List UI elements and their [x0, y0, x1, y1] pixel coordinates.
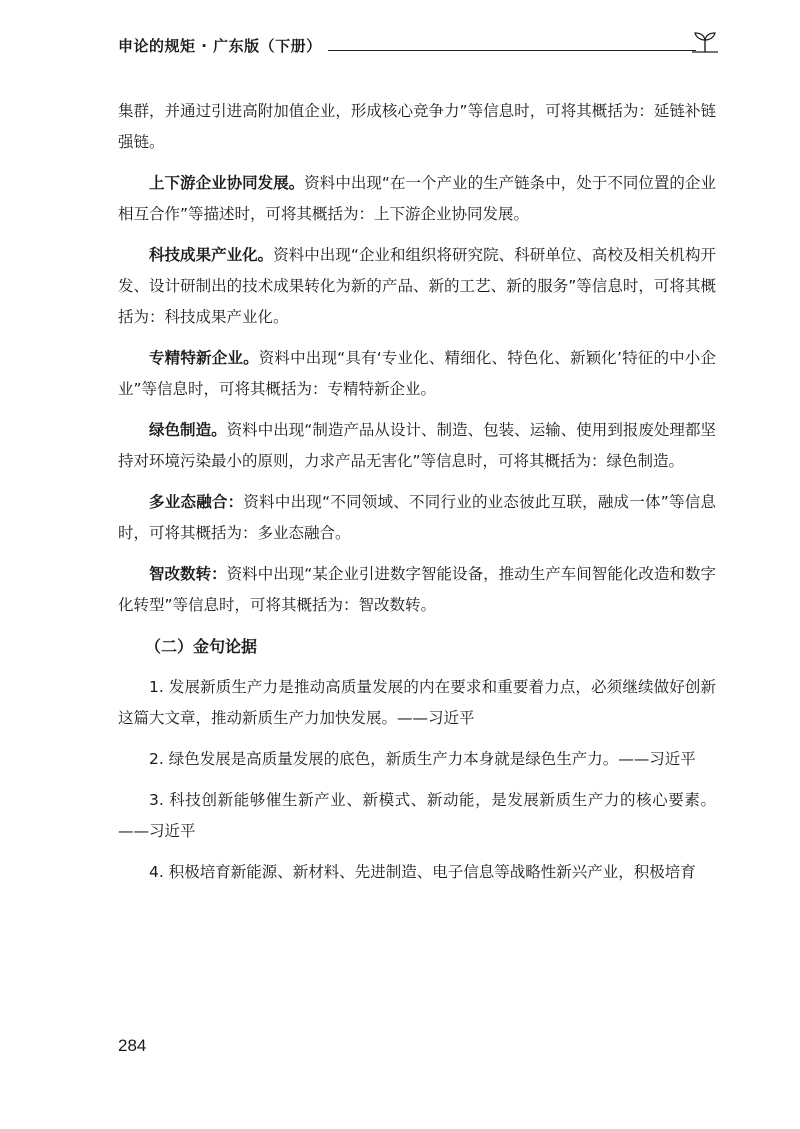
- term-heading: 智改数转：: [149, 565, 227, 583]
- paragraph-text: 资料中出现“某企业引进数字智能设备，推动生产车间智能化改造和数字化转型”等信息时，可将其概括为：智改数转。: [118, 565, 716, 614]
- paragraph-text: 资料中出现“企业和组织将研究院、科研单位、高校及相关机构开发、设计研制出的技术成果转化为新的产品、新的工艺、新的服务”等信息时，可将其概括为：科技成果产业化。: [118, 246, 716, 326]
- paragraph-term: [118, 343, 716, 405]
- paragraph-text: 资料中出现“制造产品从设计、制造、包装、运输、使用到报废处理都坚持对环境污染最小的原则，力求产品无害化”等信息时，可将其概括为：绿色制造。: [118, 421, 716, 470]
- paragraph-continued: [118, 96, 716, 158]
- quote-item: 2. 绿色发展是高质量发展的底色，新质生产力本身就是绿色生产力。——习近平: [149, 750, 696, 768]
- paragraph-term: [118, 415, 716, 477]
- quote-item: 4. 积极培育新能源、新材料、先进制造、电子信息等战略性新兴产业，积极培育: [149, 863, 696, 881]
- paragraph-term: [118, 559, 716, 621]
- paragraph-term: [118, 487, 716, 549]
- paragraph-term: [118, 168, 716, 230]
- page-number: 284: [118, 1036, 147, 1055]
- section-heading: （二）金句论据: [145, 637, 258, 656]
- running-header: [118, 36, 718, 66]
- paragraph-text: 资料中出现“在一个产业的生产链条中，处于不同位置的企业相互合作”等描述时，可将其概括为：上下游企业协同发展。: [118, 174, 716, 223]
- term-heading: 多业态融合：: [149, 493, 244, 511]
- quote-item: 1. 发展新质生产力是推动高质量发展的内在要求和重要着力点，必须继续做好创新这篇大文章，推动新质生产力加快发展。——习近平: [118, 678, 716, 727]
- term-heading: 科技成果产业化。: [149, 246, 274, 264]
- paragraph-term: [118, 240, 716, 333]
- term-heading: 专精特新企业。: [149, 349, 259, 367]
- term-heading: 绿色制造。: [149, 421, 227, 439]
- paragraph-text: 资料中出现“不同领域、不同行业的业态彼此互联，融成一体”等信息时，可将其概括为：多业态融合。: [118, 493, 716, 542]
- sprout-icon: [692, 30, 718, 54]
- header-rule: [328, 50, 696, 51]
- header-title: 申论的规矩 · 广东版（下册）: [118, 37, 322, 55]
- paragraph-text: 集群，并通过引进高附加值企业，形成核心竞争力”等信息时，可将其概括为：延链补链强链。: [118, 102, 716, 151]
- page-body: [118, 96, 716, 898]
- term-heading: 上下游企业协同发展。: [149, 174, 305, 192]
- paragraph-text: 资料中出现“具有‘专业化、精细化、特色化、新颖化’特征的中小企业”等信息时，可将其概括为：专精特新企业。: [118, 349, 716, 398]
- quote-item: 3. 科技创新能够催生新产业、新模式、新动能，是发展新质生产力的核心要素。——习近平: [118, 791, 716, 840]
